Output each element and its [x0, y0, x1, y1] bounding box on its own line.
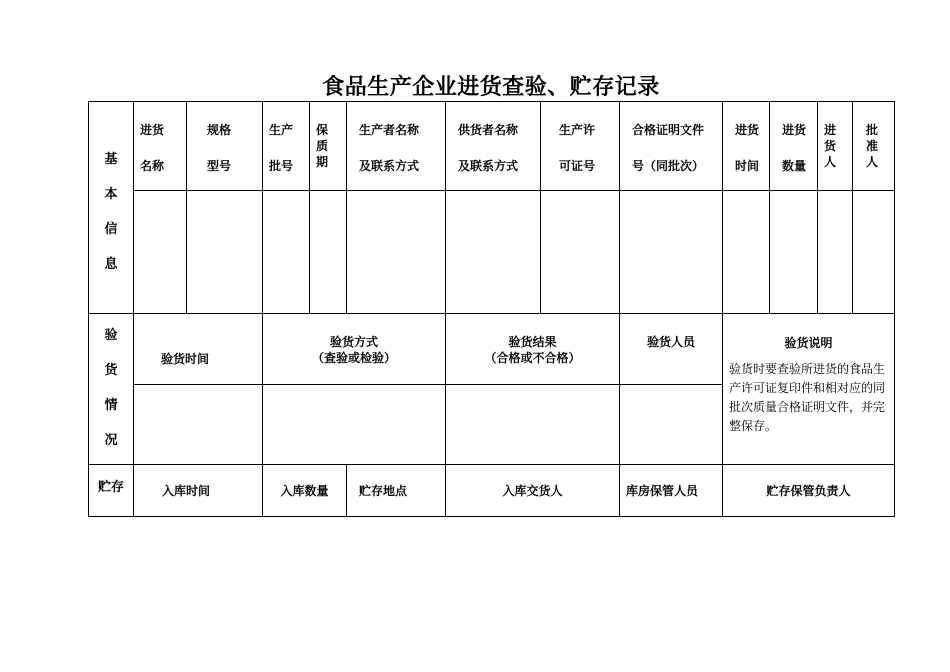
storage-delivery-person-label: 入库交货人: [446, 465, 620, 517]
cell-purchase-qty[interactable]: [770, 191, 818, 314]
storage-in-qty-label: 入库数量: [263, 465, 347, 517]
cell-inspection-time[interactable]: [134, 385, 263, 465]
storage-responsible-label: 贮存保管负责人: [723, 465, 895, 517]
storage-section-label: 贮存: [89, 465, 134, 517]
header-certificate: 合格证明文件 号（同批次）: [620, 102, 723, 191]
record-table: [88, 101, 895, 517]
inspection-note-cell: [723, 314, 895, 465]
storage-row: [89, 465, 895, 517]
basic-header-row: [89, 102, 895, 191]
cell-goods-name[interactable]: [134, 191, 187, 314]
cell-inspection-result[interactable]: [446, 385, 620, 465]
page-title: 食品生产企业进货查验、贮存记录: [322, 75, 660, 100]
inspection-result-label: 验货结果 （合格或不合格）: [446, 314, 620, 385]
header-license-number: 生产许 可证号: [541, 102, 620, 191]
inspection-section-label: 验 货 情 况: [89, 314, 134, 465]
inspection-time-label: 验货时间: [134, 314, 263, 385]
cell-producer[interactable]: [347, 191, 446, 314]
inspection-method-label: 验货方式 （查验或检验）: [263, 314, 446, 385]
storage-in-time-label: 入库时间: [134, 465, 263, 517]
inspection-note-label: 验货说明: [784, 336, 833, 350]
inspection-person-label: 验货人员: [620, 314, 723, 385]
header-supplier: 供货者名称 及联系方式: [446, 102, 541, 191]
cell-batch-number[interactable]: [263, 191, 310, 314]
cell-approver[interactable]: [853, 191, 895, 314]
cell-purchaser[interactable]: [818, 191, 853, 314]
header-spec-model: 规格 型号: [187, 102, 263, 191]
cell-spec-model[interactable]: [187, 191, 263, 314]
cell-shelf-life[interactable]: [310, 191, 347, 314]
header-producer: 生产者名称 及联系方式: [347, 102, 446, 191]
cell-inspection-person[interactable]: [620, 385, 723, 465]
header-batch-number: 生产 批号: [263, 102, 310, 191]
basic-section-label: 基 本 信 息: [89, 102, 134, 314]
storage-location-label: 贮存地点: [347, 465, 446, 517]
cell-license-number[interactable]: [541, 191, 620, 314]
header-approver: 批 准 人: [853, 102, 895, 191]
cell-certificate[interactable]: [620, 191, 723, 314]
header-shelf-life: 保 质 期: [310, 102, 347, 191]
inspection-header-row: [89, 314, 895, 385]
cell-purchase-time[interactable]: [723, 191, 770, 314]
cell-supplier[interactable]: [446, 191, 541, 314]
storage-keeper-label: 库房保管人员: [620, 465, 723, 517]
header-goods-name: 进货 名称: [134, 102, 187, 191]
cell-inspection-method[interactable]: [263, 385, 446, 465]
basic-data-row: [89, 191, 895, 314]
header-purchase-qty: 进货 数量: [770, 102, 818, 191]
header-purchase-time: 进货 时间: [723, 102, 770, 191]
header-purchaser: 进 货 人: [818, 102, 853, 191]
inspection-note-text: 验货时要查验所进货的食品生产许可证复印件和相对应的同批次质量合格证明文件，并完整保存。: [729, 362, 886, 433]
